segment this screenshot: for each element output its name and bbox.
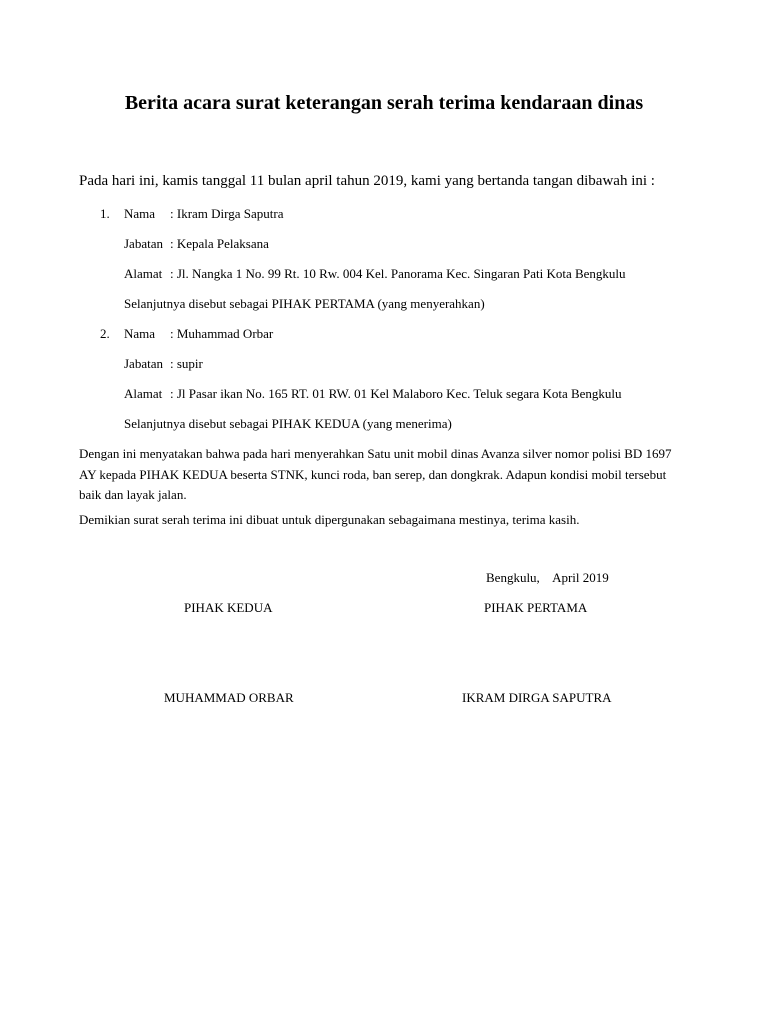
signature-label-right: PIHAK PERTAMA bbox=[484, 600, 588, 615]
party-second-address-label: Alamat bbox=[124, 386, 163, 401]
party-second-position-label: Jabatan bbox=[124, 356, 163, 371]
signature-label-left: PIHAK KEDUA bbox=[184, 600, 273, 615]
party-first-address-value: : Jl. Nangka 1 No. 99 Rt. 10 Rw. 004 Kel. Panorama Kec. Singaran Pati Kota Bengkulu bbox=[170, 266, 626, 281]
party-first-address-label: Alamat bbox=[124, 266, 163, 281]
party-first-number: 1. bbox=[100, 206, 110, 221]
party-second-position-value: : supir bbox=[170, 356, 203, 371]
closing-paragraph: Demikian surat serah terima ini dibuat untuk dipergunakan sebagaimana mestinya, terima kasih. bbox=[79, 512, 580, 527]
document-title: Berita acara surat keterangan serah terima kendaraan dinas bbox=[124, 92, 644, 114]
party-first-note: Selanjutnya disebut sebagai PIHAK PERTAMA (yang menyerahkan) bbox=[124, 296, 485, 311]
party-first-name-label: Nama bbox=[124, 206, 156, 221]
party-first-name-value: : Ikram Dirga Saputra bbox=[170, 206, 284, 221]
party-second-name-value: : Muhammad Orbar bbox=[170, 326, 274, 341]
intro-paragraph: Pada hari ini, kamis tanggal 11 bulan april tahun 2019, kami yang bertanda tangan dibawah ini : bbox=[79, 173, 655, 189]
place-date: Bengkulu, April 2019 bbox=[486, 570, 609, 585]
party-second-note: Selanjutnya disebut sebagai PIHAK KEDUA (yang menerima) bbox=[124, 416, 452, 431]
statement-paragraph: Dengan ini menyatakan bahwa pada hari menyerahkan Satu unit mobil dinas Avanza silver nomor polisi BD 1697 AY kepada PIHAK KEDUA beserta STNK, kunci roda, ban serep, dan dongkrak. Adapun kondisi mobil tersebut baik dan layak jalan. bbox=[79, 446, 672, 502]
party-second-number: 2. bbox=[100, 326, 110, 341]
party-first-position-label: Jabatan bbox=[124, 236, 163, 251]
signature-name-right: IKRAM DIRGA SAPUTRA bbox=[462, 690, 612, 705]
signature-name-left: MUHAMMAD ORBAR bbox=[164, 690, 294, 705]
party-first-position-value: : Kepala Pelaksana bbox=[170, 236, 269, 251]
party-second-address-value: : Jl Pasar ikan No. 165 RT. 01 RW. 01 Kel Malaboro Kec. Teluk segara Kota Bengkulu bbox=[170, 386, 622, 401]
party-second-name-label: Nama bbox=[124, 326, 156, 341]
